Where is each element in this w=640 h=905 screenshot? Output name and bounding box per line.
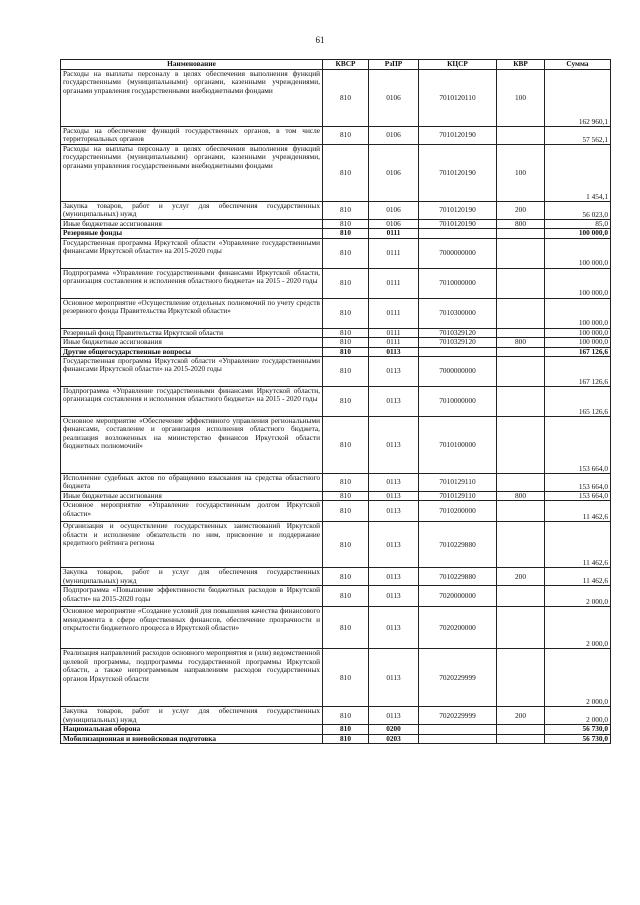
- row-rzpr: 0203: [369, 734, 419, 743]
- row-kvsr: 810: [323, 338, 369, 347]
- row-kcsr: 7010100000: [419, 417, 497, 474]
- row-rzpr: 0106: [369, 127, 419, 145]
- row-kvsr: 810: [323, 568, 369, 586]
- row-rzpr: 0106: [369, 220, 419, 229]
- row-kcsr: 7010129110: [419, 474, 497, 492]
- row-name: Закупка товаров, работ и услуг для обеспечения государственных (муниципальных) нужд: [61, 707, 323, 725]
- table-row: [61, 417, 611, 474]
- row-sum: 100 000,0: [545, 229, 611, 238]
- row-kvr: [497, 734, 545, 743]
- row-rzpr: 0113: [369, 357, 419, 387]
- header-sum: Сумма: [545, 60, 611, 70]
- page-number: 61: [315, 35, 325, 45]
- row-kcsr: 7010120190: [419, 202, 497, 220]
- row-kvsr: 810: [323, 607, 369, 649]
- table-row: [61, 474, 611, 492]
- row-kvr: [497, 417, 545, 474]
- table-row: [61, 145, 611, 202]
- row-kvr: [497, 238, 545, 268]
- row-sum: 167 126,6: [545, 357, 611, 387]
- row-kvsr: 810: [323, 347, 369, 356]
- row-sum: 85,0: [545, 220, 611, 229]
- row-rzpr: 0113: [369, 568, 419, 586]
- row-name: Подпрограмма «Управление государственными финансами Иркутской области, организация составления и исполнения областного бюджета» на 2015 - 2020 годы: [61, 387, 323, 417]
- table-row: [61, 70, 611, 127]
- row-kvr: [497, 347, 545, 356]
- row-rzpr: 0106: [369, 70, 419, 127]
- table-row: [61, 338, 611, 347]
- table-row: [61, 229, 611, 238]
- table-row: [61, 725, 611, 734]
- row-kcsr: 7020200000: [419, 607, 497, 649]
- row-name: Расходы на выплаты персоналу в целях обеспечения выполнения функций государственными (муниципальными) органами, казенными учреждениями, органами управления государственными внебюджетными фондами: [61, 70, 323, 127]
- row-rzpr: 0113: [369, 607, 419, 649]
- row-kvsr: 810: [323, 707, 369, 725]
- row-sum: 153 664,0: [545, 474, 611, 492]
- row-kcsr: 7010300000: [419, 298, 497, 328]
- row-kcsr: 7010229880: [419, 568, 497, 586]
- row-rzpr: 0113: [369, 707, 419, 725]
- row-kvr: [497, 522, 545, 568]
- row-rzpr: 0113: [369, 522, 419, 568]
- table-row: [61, 220, 611, 229]
- row-kvr: [497, 725, 545, 734]
- row-kvsr: 810: [323, 229, 369, 238]
- row-name: Основное мероприятие «Обеспечение эффективного управления региональными финансами, составление и организация исполнения областного бюджета, реализация возложенных на министерство финансов Иркутской области бюджетных полномочий»: [61, 417, 323, 474]
- row-kvsr: 810: [323, 357, 369, 387]
- row-kcsr: 7010000000: [419, 268, 497, 298]
- row-sum: 2 000,0: [545, 649, 611, 707]
- table-row: [61, 387, 611, 417]
- row-kvr: [497, 357, 545, 387]
- row-kcsr: 7010129110: [419, 492, 497, 501]
- row-rzpr: 0111: [369, 268, 419, 298]
- row-sum: 56 023,0: [545, 202, 611, 220]
- table-row: [61, 238, 611, 268]
- row-kvsr: 810: [323, 474, 369, 492]
- row-kcsr: 7000000000: [419, 357, 497, 387]
- row-name: Подпрограмма «Управление государственными финансами Иркутской области, организация составления и исполнения областного бюджета» на 2015 - 2020 годы: [61, 268, 323, 298]
- row-name: Мобилизационная и вневойсковая подготовка: [61, 734, 323, 743]
- row-kvr: [497, 298, 545, 328]
- row-kvsr: 810: [323, 268, 369, 298]
- row-kvsr: 810: [323, 725, 369, 734]
- row-kvsr: 810: [323, 145, 369, 202]
- row-sum: 100 000,0: [545, 238, 611, 268]
- row-kvr: 200: [497, 568, 545, 586]
- row-rzpr: 0111: [369, 298, 419, 328]
- row-kvr: 800: [497, 338, 545, 347]
- row-kvr: [497, 474, 545, 492]
- row-kvr: [497, 268, 545, 298]
- row-kvr: [497, 229, 545, 238]
- table-row: [61, 586, 611, 607]
- row-kvsr: 810: [323, 202, 369, 220]
- row-name: Государственная программа Иркутской области «Управление государственными финансами Иркутской области» на 2015-2020 годы: [61, 238, 323, 268]
- row-sum: 167 126,6: [545, 347, 611, 356]
- row-kcsr: 7010120110: [419, 70, 497, 127]
- row-name: Национальная оборона: [61, 725, 323, 734]
- row-kvsr: 810: [323, 387, 369, 417]
- row-sum: 56 730,0: [545, 725, 611, 734]
- row-rzpr: 0106: [369, 145, 419, 202]
- row-kvsr: 810: [323, 70, 369, 127]
- row-sum: 100 000,0: [545, 298, 611, 328]
- row-rzpr: 0113: [369, 417, 419, 474]
- row-sum: 11 462,6: [545, 522, 611, 568]
- row-name: Государственная программа Иркутской области «Управление государственными финансами Иркутской области» на 2015-2020 годы: [61, 357, 323, 387]
- row-kcsr: 7010329120: [419, 328, 497, 337]
- row-kvr: 100: [497, 145, 545, 202]
- row-rzpr: 0111: [369, 338, 419, 347]
- row-kcsr: 7020000000: [419, 586, 497, 607]
- row-name: Исполнение судебных актов по обращению взыскания на средства областного бюджета: [61, 474, 323, 492]
- row-kvsr: 810: [323, 649, 369, 707]
- row-rzpr: 0111: [369, 328, 419, 337]
- row-name: Другие общегосударственные вопросы: [61, 347, 323, 356]
- row-rzpr: 0113: [369, 474, 419, 492]
- row-kvsr: 810: [323, 298, 369, 328]
- row-name: Закупка товаров, работ и услуг для обеспечения государственных (муниципальных) нужд: [61, 202, 323, 220]
- row-rzpr: 0106: [369, 202, 419, 220]
- row-rzpr: 0200: [369, 725, 419, 734]
- row-kvsr: 810: [323, 734, 369, 743]
- row-kcsr: 7010120190: [419, 220, 497, 229]
- row-kvsr: 810: [323, 492, 369, 501]
- row-kvsr: 810: [323, 238, 369, 268]
- row-rzpr: 0111: [369, 238, 419, 268]
- table-row: [61, 268, 611, 298]
- row-sum: 2 000,0: [545, 607, 611, 649]
- row-sum: 2 000,0: [545, 586, 611, 607]
- table-row: [61, 357, 611, 387]
- row-kvsr: 810: [323, 417, 369, 474]
- header-kcsr: КЦСР: [419, 60, 497, 70]
- row-kcsr: 7010120190: [419, 145, 497, 202]
- row-kvr: [497, 649, 545, 707]
- table-row: [61, 202, 611, 220]
- row-name: Резервные фонды: [61, 229, 323, 238]
- row-name: Расходы на обеспечение функций государственных органов, в том числе территориальных органов: [61, 127, 323, 145]
- row-kvr: 100: [497, 70, 545, 127]
- row-kcsr: 7020229999: [419, 649, 497, 707]
- header-kvr: КВР: [497, 60, 545, 70]
- row-kcsr: [419, 347, 497, 356]
- header-rzpr: РзПР: [369, 60, 419, 70]
- row-rzpr: 0113: [369, 501, 419, 522]
- row-kcsr: [419, 734, 497, 743]
- row-sum: 100 000,0: [545, 328, 611, 337]
- table-row: [61, 127, 611, 145]
- row-kvsr: 810: [323, 586, 369, 607]
- row-sum: 2 000,0: [545, 707, 611, 725]
- row-kvr: 200: [497, 202, 545, 220]
- row-kvr: [497, 387, 545, 417]
- row-kvsr: 810: [323, 220, 369, 229]
- row-name: Организация и осуществление государственных заимствований Иркутской области и исполнение обязательств по ним, присвоение и поддержание кредитного рейтинга региона: [61, 522, 323, 568]
- row-name: Основное мероприятие «Создание условий для повышения качества финансового менеджмента в сфере общественных финансов, обеспечение прозрачности и открытости бюджетного процесса в Иркутской области»: [61, 607, 323, 649]
- row-kvr: 200: [497, 707, 545, 725]
- row-kvr: [497, 607, 545, 649]
- row-rzpr: 0113: [369, 492, 419, 501]
- row-name: Подпрограмма «Повышение эффективности бюджетных расходов в Иркутской области» на 2015-2020 годы: [61, 586, 323, 607]
- row-kvr: [497, 586, 545, 607]
- row-name: Закупка товаров, работ и услуг для обеспечения государственных (муниципальных) нужд: [61, 568, 323, 586]
- row-sum: 100 000,0: [545, 338, 611, 347]
- row-sum: 153 664,0: [545, 417, 611, 474]
- row-kcsr: 7010329120: [419, 338, 497, 347]
- row-kvsr: 810: [323, 522, 369, 568]
- row-rzpr: 0113: [369, 586, 419, 607]
- row-rzpr: 0111: [369, 229, 419, 238]
- row-name: Основное мероприятие «Управление государственным долгом Иркутской области»: [61, 501, 323, 522]
- table-row: [61, 649, 611, 707]
- row-name: Резервный фонд Правительства Иркутской области: [61, 328, 323, 337]
- row-name: Иные бюджетные ассигнования: [61, 220, 323, 229]
- row-kvr: [497, 127, 545, 145]
- row-sum: 100 000,0: [545, 268, 611, 298]
- row-name: Основное мероприятие «Осуществление отдельных полномочий по учету средств резервного фонда Правительства Иркутской области»: [61, 298, 323, 328]
- row-kvsr: 810: [323, 328, 369, 337]
- table-row: [61, 501, 611, 522]
- header-name: Наименование: [61, 60, 323, 70]
- row-kcsr: 7010000000: [419, 387, 497, 417]
- row-sum: 57 562,1: [545, 127, 611, 145]
- row-kcsr: 7020229999: [419, 707, 497, 725]
- table-row: [61, 707, 611, 725]
- row-sum: 153 664,0: [545, 492, 611, 501]
- table-row: [61, 568, 611, 586]
- row-sum: 11 462,6: [545, 501, 611, 522]
- row-kvr: 800: [497, 492, 545, 501]
- row-rzpr: 0113: [369, 649, 419, 707]
- row-sum: 1 454,1: [545, 145, 611, 202]
- row-kvr: 800: [497, 220, 545, 229]
- table-row: [61, 298, 611, 328]
- row-kcsr: 7000000000: [419, 238, 497, 268]
- budget-table: [60, 59, 611, 744]
- row-kcsr: 7010200000: [419, 501, 497, 522]
- table-header-row: [61, 60, 611, 70]
- row-kcsr: 7010229880: [419, 522, 497, 568]
- row-sum: 165 126,6: [545, 387, 611, 417]
- header-kvsr: КВСР: [323, 60, 369, 70]
- table-row: [61, 734, 611, 743]
- row-name: Расходы на выплаты персоналу в целях обеспечения выполнения функций государственными (муниципальными) органами, казенными учреждениями, органами управления государственными внебюджетными фондами: [61, 145, 323, 202]
- row-kcsr: 7010120190: [419, 127, 497, 145]
- table-row: [61, 522, 611, 568]
- row-kvr: [497, 501, 545, 522]
- row-kvsr: 810: [323, 501, 369, 522]
- table-row: [61, 607, 611, 649]
- row-name: Иные бюджетные ассигнования: [61, 338, 323, 347]
- row-kvsr: 810: [323, 127, 369, 145]
- row-sum: 162 960,1: [545, 70, 611, 127]
- row-sum: 11 462,6: [545, 568, 611, 586]
- row-kcsr: [419, 725, 497, 734]
- row-sum: 56 730,0: [545, 734, 611, 743]
- row-name: Реализация направлений расходов основного мероприятия и (или) ведомственной целевой программы, подпрограммы государственной программы Иркутской области, а также непрограммным направлениям расходов государственных органов Иркутской области: [61, 649, 323, 707]
- row-name: Иные бюджетные ассигнования: [61, 492, 323, 501]
- row-kcsr: [419, 229, 497, 238]
- row-rzpr: 0113: [369, 347, 419, 356]
- row-rzpr: 0113: [369, 387, 419, 417]
